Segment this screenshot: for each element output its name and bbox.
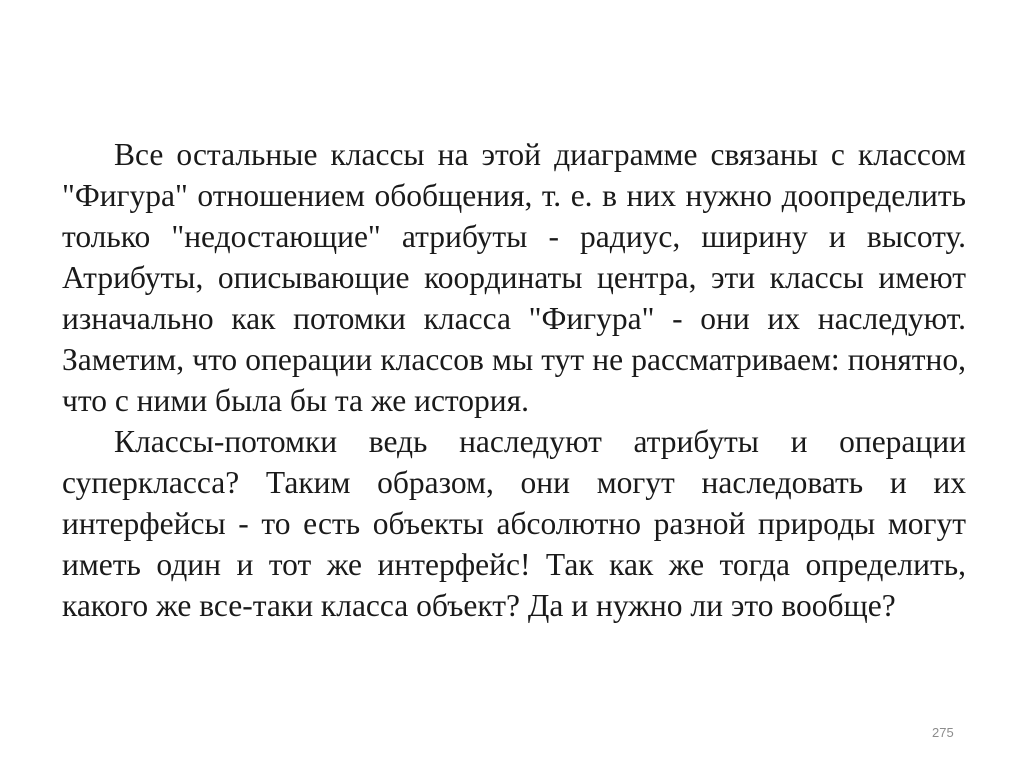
paragraph-inheritance-interfaces: Классы-потомки ведь наследуют атрибуты и операции суперкласса? Таким образом, они могут наследовать и их интерфейсы - то есть объекты абсолютно разной природы могут иметь один и тот же интерфейс! Так как же тогда определить, какого же все-таки класса объект? Да и нужно ли это вообще? [62, 424, 966, 623]
paragraph-generalization: Все остальные классы на этой диаграмме связаны с классом "Фигура" отношением обобщения, т. е. в них нужно доопределить только "недостающие" атрибуты - радиус, ширину и высоту. Атрибуты, описывающие координаты центра, эти классы имеют изначально как потомки класса "Фигура" - они их наследуют. Заметим, что операции классов мы тут не рассматриваем: понятно, что с ними была бы та же история. [62, 137, 966, 418]
page-number: 275 [932, 725, 954, 740]
body-text [62, 134, 966, 626]
